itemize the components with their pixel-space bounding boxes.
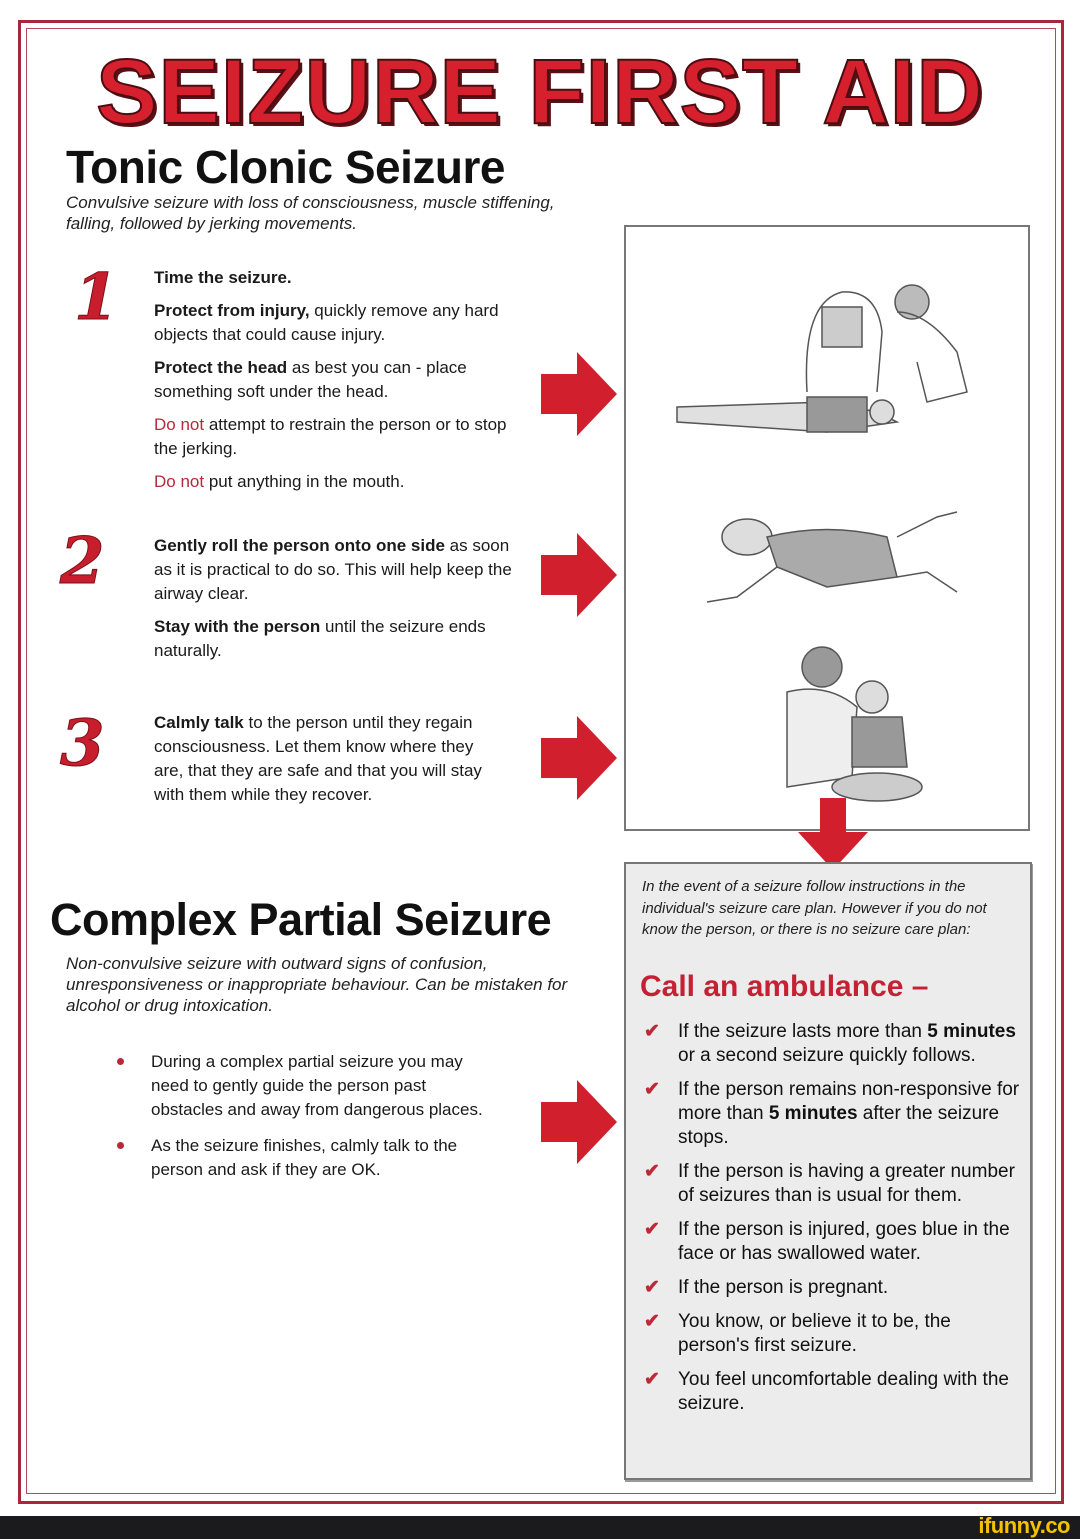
item-bold: 5 minutes: [927, 1021, 1016, 1042]
complex-partial-bullet-list: [115, 1050, 495, 1194]
list-item: [115, 1134, 495, 1182]
step-paragraph: [154, 470, 534, 494]
bold-text: Stay with the person: [154, 617, 321, 636]
step-paragraph: [154, 299, 534, 347]
step-3-block: [154, 711, 504, 816]
step-2-block: [154, 534, 514, 672]
check-icon: ✔: [644, 1079, 660, 1100]
list-item: [115, 1050, 495, 1122]
bullet-text: As the seizure finishes, calmly talk to the person and ask if they are OK.: [151, 1136, 458, 1179]
tonic-clonic-subtitle: Convulsive seizure with loss of consciousness, muscle stiffening, falling, followed by jerking movements.: [66, 193, 555, 233]
check-icon: ✔: [644, 1219, 660, 1240]
check-icon: ✔: [644, 1277, 660, 1298]
watermark-bar: [0, 1513, 1080, 1539]
bullet-icon: [117, 1058, 124, 1065]
check-icon: ✔: [644, 1021, 660, 1042]
comforting-person-illustration-icon: [626, 637, 1028, 807]
bold-text: Calmly talk: [154, 713, 244, 732]
step-paragraph: [154, 711, 504, 807]
person-protecting-head-illustration-icon: [626, 252, 1028, 442]
poster-title: SEIZURE FIRST AID: [96, 41, 984, 143]
list-item: [642, 1218, 1026, 1266]
tonic-clonic-title: Tonic Clonic Seizure: [66, 141, 505, 193]
list-item: [642, 1160, 1026, 1208]
bold-text: Time the seizure.: [154, 268, 292, 287]
body-text: put anything in the mouth.: [204, 472, 405, 491]
arrow-right-icon: [541, 716, 617, 800]
step-paragraph: [154, 534, 514, 606]
bullet-text: During a complex partial seizure you may need to gently guide the person past obstacles and away from dangerous places.: [151, 1052, 483, 1119]
item-text: If the person is injured, goes blue in the face or has swallowed water.: [678, 1219, 1010, 1264]
body-text: attempt to restrain the person or to stop the jerking.: [154, 415, 507, 458]
step-number-3: 3: [60, 706, 105, 781]
item-text: or a second seizure quickly follows.: [678, 1045, 976, 1066]
list-item: [642, 1078, 1026, 1150]
step-1-block: [154, 266, 534, 503]
arrow-right-icon: [541, 352, 617, 436]
bold-text: Gently roll the person onto one side: [154, 536, 445, 555]
bold-text: Protect the head: [154, 358, 288, 377]
call-ambulance-panel: [624, 862, 1032, 1480]
body-text: until the seizure ends naturally.: [154, 617, 486, 660]
item-bold: 5 minutes: [768, 1103, 858, 1124]
list-item: [642, 1276, 1026, 1300]
complex-partial-title: Complex Partial Seizure: [50, 894, 552, 945]
recovery-position-illustration-icon: [626, 497, 1028, 617]
call-ambulance-heading: Call an ambulance –: [640, 970, 929, 1003]
body-text: to the person until they regain consciousness. Let them know where they are, that they are safe and that you will stay with them while they recover.: [154, 713, 482, 804]
bullet-icon: [117, 1142, 124, 1149]
check-icon: ✔: [644, 1311, 660, 1332]
item-text: If the person remains non-responsive for more than: [678, 1079, 1020, 1124]
warning-text: Do not: [154, 472, 205, 491]
step-number-2: 2: [60, 524, 105, 599]
body-text: as best you can - place something soft under the head.: [154, 358, 467, 401]
list-item: [642, 1368, 1026, 1416]
list-item: [642, 1020, 1026, 1068]
bold-text: Protect from injury,: [154, 301, 310, 320]
item-text: after the seizure stops.: [678, 1103, 1000, 1148]
ambulance-criteria-list: [642, 1020, 1026, 1426]
item-text: You know, or believe it to be, the person's first seizure.: [678, 1311, 951, 1356]
step-paragraph: [154, 413, 534, 461]
care-plan-intro: In the event of a seizure follow instructions in the individual's seizure care plan. However if you do not know the person, or there is no seizure care plan:: [642, 878, 987, 938]
body-text: as soon as it is practical to do so. This will help keep the airway clear.: [154, 536, 512, 603]
check-icon: ✔: [644, 1161, 660, 1182]
illustration-panel: [624, 225, 1030, 831]
arrow-right-icon: [541, 1080, 617, 1164]
arrow-down-icon: [798, 798, 868, 870]
item-text: If the seizure lasts more than: [678, 1021, 928, 1042]
item-text: If the person is having a greater number of seizures than is usual for them.: [678, 1161, 1015, 1206]
step-paragraph: [154, 615, 514, 663]
step-paragraph: [154, 356, 534, 404]
item-text: You feel uncomfortable dealing with the seizure.: [678, 1369, 1009, 1414]
arrow-right-icon: [541, 533, 617, 617]
item-text: If the person is pregnant.: [678, 1277, 889, 1298]
warning-text: Do not: [154, 415, 205, 434]
ifunny-watermark: ifunny.co: [978, 1513, 1070, 1538]
complex-partial-subtitle: Non-convulsive seizure with outward signs of confusion, unresponsiveness or inappropriate behaviour. Can be mistaken for alcohol or drug intoxication.: [66, 954, 568, 1015]
body-text: quickly remove any hard objects that could cause injury.: [154, 301, 499, 344]
step-number-1: 1: [74, 260, 119, 335]
step-paragraph: [154, 266, 534, 290]
check-icon: ✔: [644, 1369, 660, 1390]
list-item: [642, 1310, 1026, 1358]
